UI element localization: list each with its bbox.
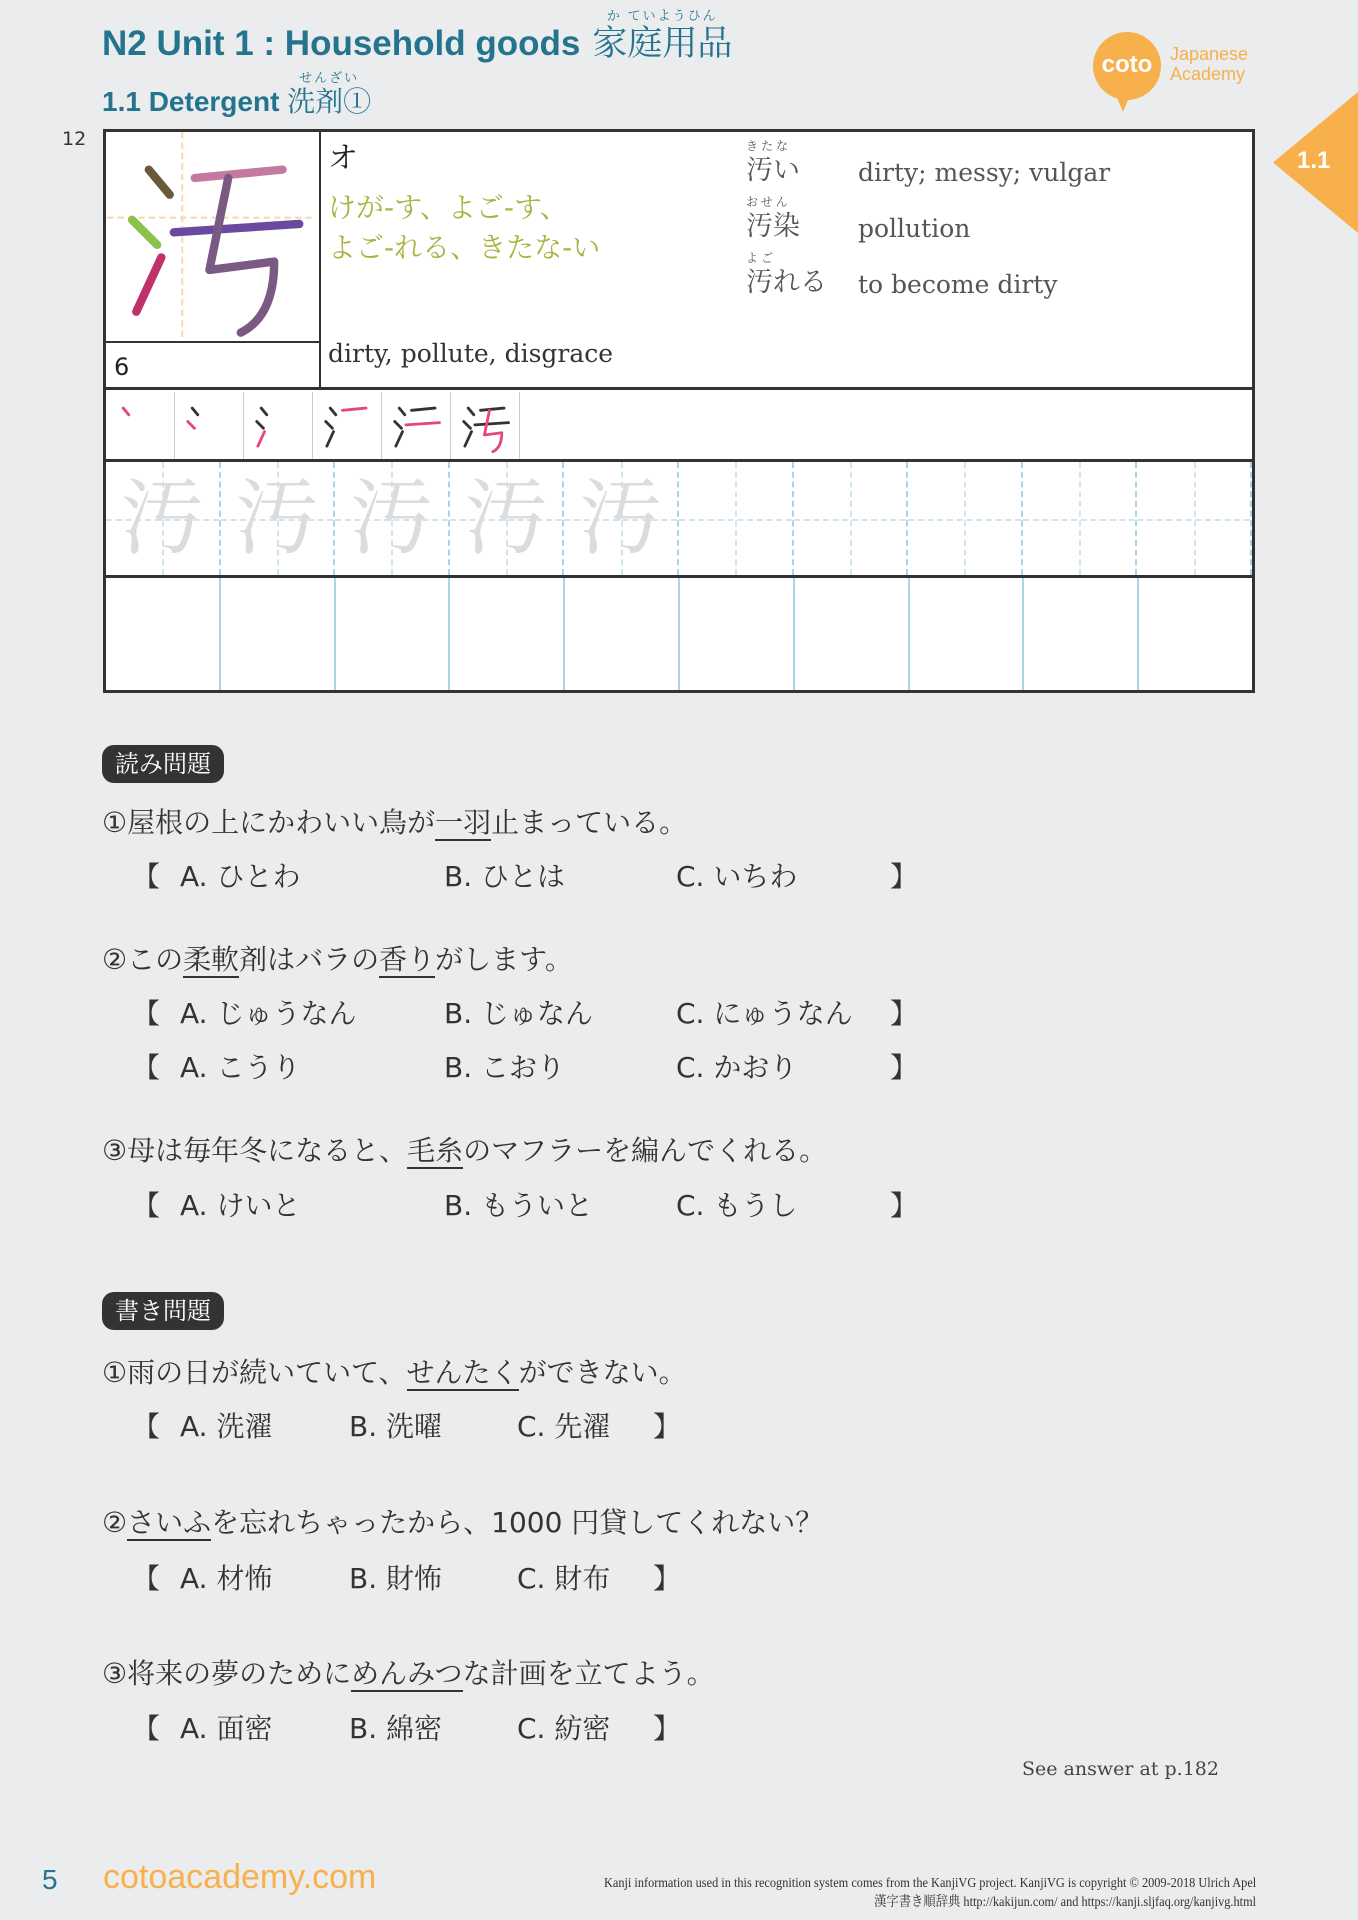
question bbox=[102, 1506, 823, 1540]
kanji-stroke bbox=[261, 408, 267, 415]
underlined-word: せんたく bbox=[406, 1356, 519, 1389]
trace-kanji: 汚 bbox=[464, 469, 549, 567]
practice-cell[interactable] bbox=[679, 462, 794, 575]
question bbox=[102, 806, 687, 840]
practice-cell[interactable] bbox=[565, 578, 680, 690]
question-text: 剤はバラの bbox=[239, 943, 380, 976]
writing-section-badge: 書き問題 bbox=[102, 1292, 224, 1330]
vocab-word: 汚れる bbox=[746, 267, 827, 298]
question-text: 止まっている。 bbox=[491, 806, 688, 839]
kanji-meaning: dirty, pollute, disgrace bbox=[328, 339, 614, 368]
kanji-stroke bbox=[327, 432, 334, 447]
unit-title-jp bbox=[592, 8, 733, 63]
underlined-word: 柔軟 bbox=[183, 943, 240, 976]
unit-title-jp-text: 家庭用品 bbox=[592, 24, 733, 63]
site-link[interactable]: cotoacademy.com bbox=[103, 1858, 377, 1896]
answer-option[interactable]: B. ひとは bbox=[444, 860, 566, 893]
practice-cell[interactable] bbox=[106, 462, 221, 575]
kanji-stroke bbox=[123, 408, 129, 415]
answer-option[interactable]: C. いちわ bbox=[676, 860, 798, 893]
answer-option[interactable]: A. ひとわ bbox=[180, 860, 301, 893]
trace-kanji: 汚 bbox=[578, 469, 663, 567]
subtitle-text: 1.1 Detergent bbox=[102, 86, 288, 117]
kanji-stroke bbox=[395, 422, 402, 429]
question-text: な計画を立てよう。 bbox=[462, 1657, 715, 1690]
answer-option[interactable]: B. 財怖 bbox=[349, 1562, 443, 1595]
vocab-item bbox=[746, 195, 1226, 258]
kanji-stroke-diagram bbox=[106, 132, 321, 343]
section-tab-label: 1.1 bbox=[1297, 147, 1331, 174]
question-text: ①雨の日が続いていて、 bbox=[102, 1356, 407, 1389]
question-text: ③母は毎年冬になると、 bbox=[102, 1134, 408, 1167]
practice-cell[interactable] bbox=[910, 578, 1025, 690]
credit-line-text: 漢字書き順辞典 http://kakijun.com/ and https://kanji.sljfaq.org/kanjivg.html bbox=[873, 1895, 1256, 1910]
logo-text bbox=[1170, 44, 1248, 84]
stroke-order-step bbox=[106, 392, 175, 460]
vocab-ruby: おせん bbox=[746, 195, 791, 209]
kanji-stroke bbox=[330, 408, 336, 415]
underlined-word: 毛糸 bbox=[407, 1134, 464, 1167]
kanji-readings bbox=[328, 188, 600, 268]
question bbox=[102, 1134, 827, 1168]
question bbox=[102, 1356, 687, 1390]
practice-cell[interactable] bbox=[221, 462, 336, 575]
unit-title bbox=[102, 8, 733, 64]
kanji-stroke bbox=[192, 408, 198, 415]
kanji-stroke bbox=[481, 408, 505, 410]
vocab-meaning: pollution bbox=[858, 214, 971, 243]
stroke-order-step bbox=[244, 392, 313, 460]
kanji-stroke bbox=[188, 422, 195, 429]
kanji-diagram-svg bbox=[106, 132, 317, 341]
question-text: ②この bbox=[102, 943, 184, 976]
practice-cell[interactable] bbox=[335, 462, 450, 575]
readings-line: けが-す、よご-す、 bbox=[328, 191, 568, 224]
answer-option[interactable]: A. 洗濯 bbox=[180, 1410, 273, 1443]
bracket-close: 】 bbox=[653, 1410, 682, 1443]
practice-cell[interactable] bbox=[336, 578, 451, 690]
kanji-stroke bbox=[132, 220, 157, 245]
stroke-order-step bbox=[382, 392, 451, 460]
kanji-stroke bbox=[484, 410, 501, 451]
bracket-close: 】 bbox=[890, 997, 919, 1030]
ruby: せんざい bbox=[299, 70, 360, 85]
kanji-stroke bbox=[136, 257, 161, 311]
question-text: ② bbox=[102, 1506, 128, 1539]
answer-option[interactable]: A. 材怖 bbox=[180, 1562, 273, 1595]
practice-cell[interactable] bbox=[1023, 462, 1138, 575]
answer-option[interactable]: C. 先濯 bbox=[517, 1410, 611, 1443]
kanji-stroke bbox=[406, 423, 440, 425]
practice-cell[interactable] bbox=[564, 462, 679, 575]
question-text: のマフラーを編んでくれる。 bbox=[463, 1134, 828, 1167]
kanji-stroke bbox=[399, 408, 405, 415]
practice-cell[interactable] bbox=[795, 578, 910, 690]
divider bbox=[106, 387, 1252, 390]
radical: オ bbox=[328, 141, 358, 176]
practice-cell[interactable] bbox=[1024, 578, 1139, 690]
credit-line-text: Kanji information used in this recognition system comes from the KanjiVG project. KanjiVG is copyright © 2009-2018 Ulrich Apel bbox=[603, 1876, 1256, 1891]
answer-option[interactable]: B. もういと bbox=[444, 1189, 594, 1222]
stroke-step-svg bbox=[319, 398, 375, 454]
answer-option[interactable]: B. こおり bbox=[444, 1051, 566, 1084]
practice-cell[interactable] bbox=[106, 578, 221, 690]
logo-line2: Academy bbox=[1170, 64, 1246, 84]
answer-option[interactable]: A. こうり bbox=[180, 1051, 301, 1084]
trace-kanji: 汚 bbox=[234, 469, 319, 567]
kanji-stroke bbox=[343, 408, 367, 410]
kanji-stroke bbox=[475, 423, 509, 425]
vocab-word: 汚い bbox=[746, 155, 800, 186]
kanji-stroke bbox=[195, 170, 283, 178]
question bbox=[102, 1657, 715, 1691]
practice-cell[interactable] bbox=[908, 462, 1023, 575]
vocab-meaning: dirty; messy; vulgar bbox=[858, 158, 1111, 187]
stroke-step-svg bbox=[457, 398, 513, 454]
practice-cell[interactable] bbox=[794, 462, 909, 575]
kanji-card bbox=[103, 129, 1255, 693]
answer-option[interactable]: C. もうし bbox=[676, 1189, 798, 1222]
kanji-stroke bbox=[257, 422, 264, 429]
lesson-subtitle bbox=[102, 70, 372, 118]
bracket-open: 【 bbox=[132, 1712, 161, 1745]
stroke-count-cell bbox=[106, 343, 321, 389]
stroke-count: 6 bbox=[114, 353, 130, 381]
practice-cell[interactable] bbox=[1137, 462, 1252, 575]
answer-option[interactable]: C. にゅうなん bbox=[676, 997, 853, 1030]
question bbox=[102, 943, 573, 977]
unit-title-text: N2 Unit 1 : Household goods bbox=[102, 24, 581, 63]
credit-line bbox=[440, 1895, 1256, 1911]
practice-cell[interactable] bbox=[680, 578, 795, 690]
question-text: を忘れちゃったから、1000 円貸してくれない？ bbox=[211, 1506, 824, 1539]
question-text: ①屋根の上にかわいい鳥が bbox=[102, 806, 436, 839]
practice-cell[interactable] bbox=[221, 578, 336, 690]
vocab-item bbox=[746, 139, 1226, 202]
kanji-stroke bbox=[396, 432, 403, 447]
kanji-number: 12 bbox=[62, 128, 87, 150]
kanji-stroke bbox=[209, 178, 274, 333]
answer-option[interactable]: C. 財布 bbox=[517, 1562, 611, 1595]
practice-cell[interactable] bbox=[450, 462, 565, 575]
question-text: ができない。 bbox=[518, 1356, 687, 1389]
practice-cell[interactable] bbox=[1139, 578, 1252, 690]
stroke-order-step bbox=[313, 392, 382, 460]
bracket-open: 【 bbox=[132, 1410, 161, 1443]
underlined-word: 香り bbox=[379, 943, 436, 976]
answer-option[interactable]: B. 洗曜 bbox=[349, 1410, 443, 1443]
subtitle-jp bbox=[287, 70, 372, 117]
stroke-step-svg bbox=[181, 398, 237, 454]
kanji-stroke bbox=[468, 408, 474, 415]
answer-option[interactable]: C. かおり bbox=[676, 1051, 798, 1084]
bracket-close: 】 bbox=[890, 1189, 919, 1222]
reading-section-badge: 読み問題 bbox=[102, 745, 224, 783]
bracket-close: 】 bbox=[653, 1712, 682, 1745]
logo-line1: Japanese bbox=[1170, 44, 1249, 64]
practice-row-traced bbox=[106, 462, 1252, 575]
stroke-step-svg bbox=[388, 398, 444, 454]
answer-option[interactable]: A. じゅうなん bbox=[180, 997, 357, 1030]
kanji-stroke bbox=[465, 432, 472, 447]
answer-option[interactable]: A. けいと bbox=[180, 1189, 301, 1222]
bracket-open: 【 bbox=[132, 997, 161, 1030]
bracket-close: 】 bbox=[890, 1051, 919, 1084]
practice-cell[interactable] bbox=[450, 578, 565, 690]
trace-kanji: 汚 bbox=[349, 469, 434, 567]
bracket-open: 【 bbox=[132, 1051, 161, 1084]
bracket-close: 】 bbox=[653, 1562, 682, 1595]
bracket-open: 【 bbox=[132, 860, 161, 893]
practice-row-blank bbox=[106, 578, 1252, 690]
logo-word: coto bbox=[1101, 51, 1153, 78]
kanji-stroke bbox=[258, 432, 265, 447]
underlined-word: さいふ bbox=[127, 1506, 212, 1539]
trace-kanji: 汚 bbox=[120, 469, 205, 567]
answer-option[interactable]: A. 面密 bbox=[180, 1712, 273, 1745]
subtitle-jp-text: 洗剤① bbox=[287, 86, 372, 117]
credit-line bbox=[440, 1876, 1256, 1892]
stroke-step-svg bbox=[250, 398, 306, 454]
bracket-close: 】 bbox=[890, 860, 919, 893]
stroke-order-step bbox=[451, 392, 520, 460]
stroke-step-svg bbox=[112, 398, 168, 454]
question-text: がします。 bbox=[435, 943, 573, 976]
answer-note: See answer at p.182 bbox=[1022, 1758, 1219, 1780]
underlined-word: めんみつ bbox=[351, 1657, 463, 1690]
readings-line: よご-れる、きたな-い bbox=[328, 231, 601, 264]
kanji-stroke bbox=[326, 422, 333, 429]
answer-option[interactable]: B. じゅなん bbox=[444, 997, 594, 1030]
vocab-meaning: to become dirty bbox=[858, 270, 1058, 299]
underlined-word: 一羽 bbox=[435, 806, 492, 839]
divider bbox=[319, 132, 321, 389]
vocab-ruby: きたな bbox=[746, 139, 792, 153]
vocab-ruby: よご bbox=[746, 251, 777, 265]
kanji-stroke bbox=[149, 170, 170, 195]
stroke-order-step bbox=[175, 392, 244, 460]
vocab-word: 汚染 bbox=[746, 211, 800, 242]
vocab-item bbox=[746, 251, 1226, 314]
answer-option[interactable]: C. 紡密 bbox=[517, 1712, 611, 1745]
bracket-open: 【 bbox=[132, 1562, 161, 1595]
kanji-stroke bbox=[412, 408, 436, 410]
kanji-stroke bbox=[464, 422, 471, 429]
page-number: 5 bbox=[42, 1864, 58, 1895]
bracket-open: 【 bbox=[132, 1189, 161, 1222]
ruby: か ていようひん bbox=[607, 8, 718, 23]
kanji-stroke bbox=[174, 224, 299, 232]
stroke-order-row bbox=[106, 392, 1252, 460]
answer-option[interactable]: B. 綿密 bbox=[349, 1712, 443, 1745]
question-text: ③将来の夢のために bbox=[102, 1657, 352, 1690]
